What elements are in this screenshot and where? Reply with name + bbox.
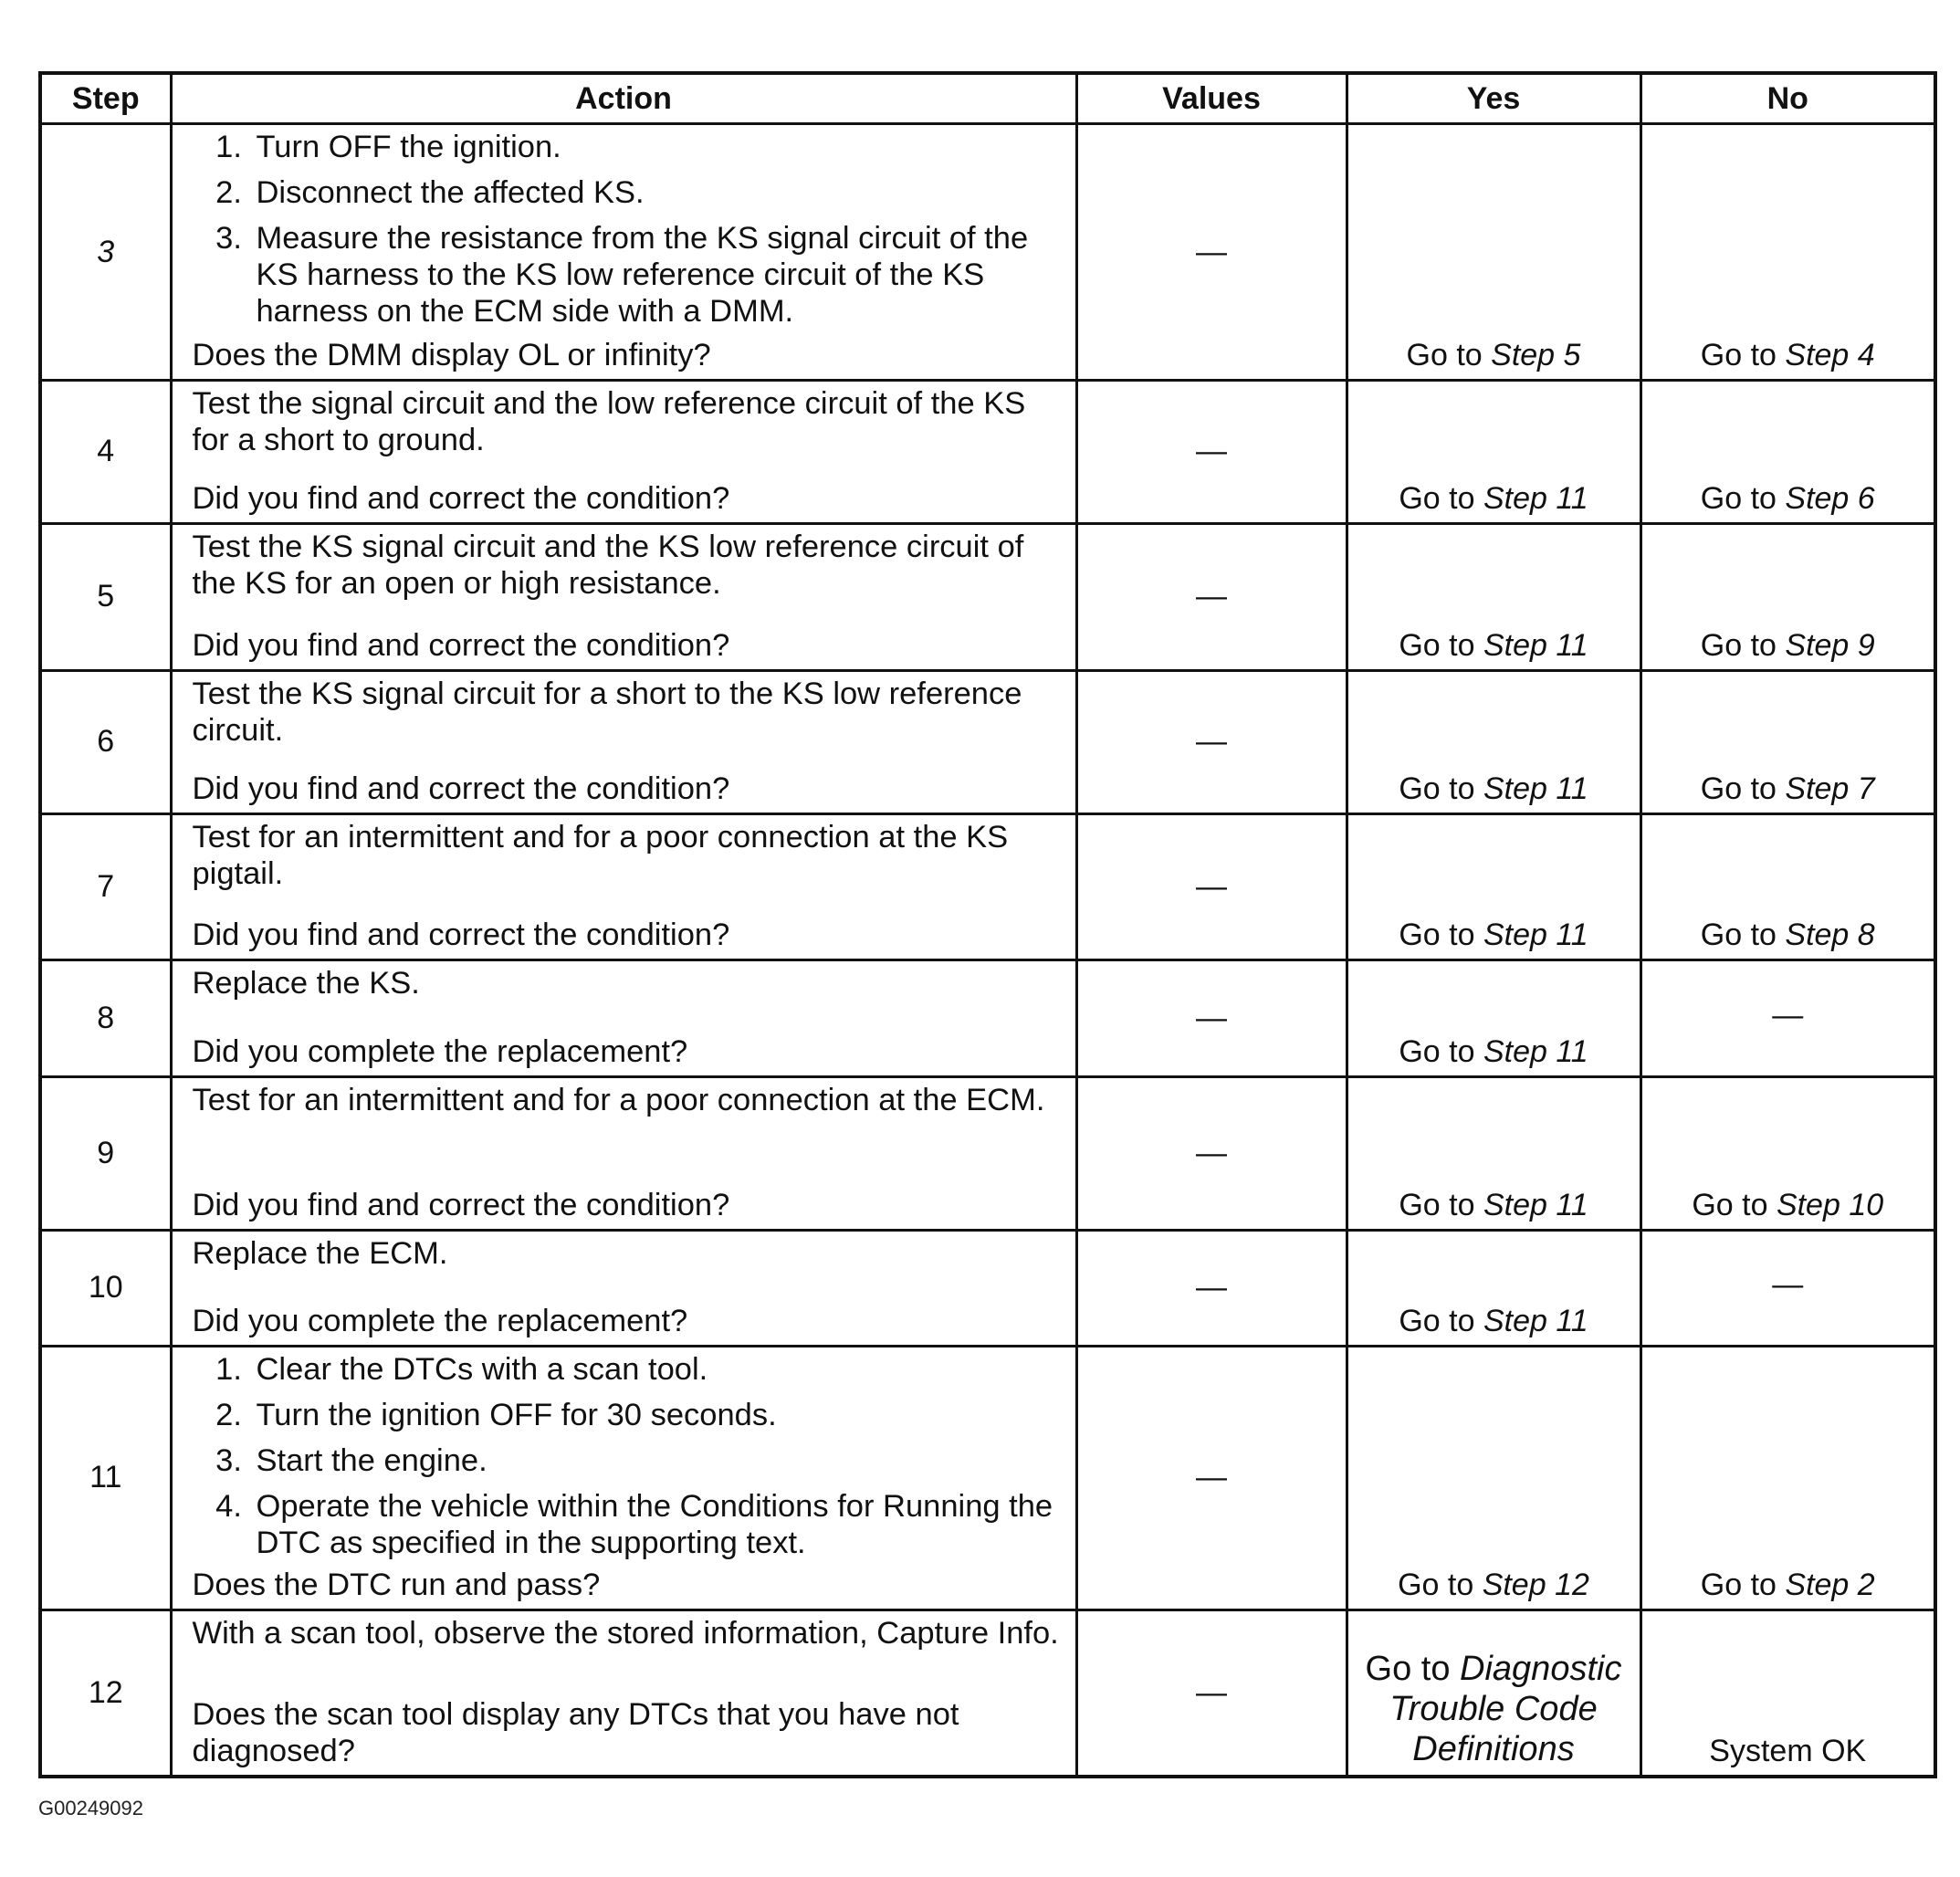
no-prefix: Go to — [1700, 1568, 1786, 1603]
step-number: 12 — [40, 1610, 171, 1777]
yes-cell — [1347, 670, 1640, 813]
values-cell: — — [1076, 1610, 1347, 1777]
no-cell — [1640, 814, 1935, 960]
table-row-step-6 — [40, 670, 1935, 813]
yes-prefix: Go to — [1365, 1650, 1461, 1688]
yes-target-link[interactable]: Step 11 — [1483, 480, 1588, 516]
yes-cell — [1347, 1610, 1640, 1777]
yes-cell — [1347, 960, 1640, 1077]
no-cell — [1640, 124, 1935, 381]
yes-prefix: Go to — [1399, 627, 1483, 663]
action-question: Did you find and correct the condition? — [192, 771, 730, 806]
action-question: Does the scan tool display any DTCs that you have not diagnosed? — [192, 1697, 959, 1768]
yes-prefix: Go to — [1399, 1303, 1483, 1338]
table-row-step-11 — [40, 1346, 1935, 1610]
no-target-link[interactable]: Step 2 — [1785, 1568, 1875, 1603]
table-row-step-10 — [40, 1230, 1935, 1346]
yes-cell — [1347, 814, 1640, 960]
values-cell: — — [1076, 1077, 1347, 1230]
values-cell: — — [1076, 1346, 1347, 1610]
no-cell — [1640, 1077, 1935, 1230]
header-action: Action — [171, 73, 1076, 124]
action-question: Does the DMM display OL or infinity? — [192, 338, 711, 373]
step-number: 6 — [40, 670, 171, 813]
action-list-item: 3. Start the engine. — [251, 1442, 1063, 1479]
table-row-step-8 — [40, 960, 1935, 1077]
action-text: Test the KS signal circuit and the KS low reference circuit of the KS for an open or high resistance. — [192, 529, 1024, 601]
values-cell: — — [1076, 814, 1347, 960]
step-number: 10 — [40, 1230, 171, 1346]
action-list-item: 1. Turn OFF the ignition. — [251, 129, 1063, 165]
yes-cell — [1347, 381, 1640, 523]
header-no: No — [1640, 73, 1935, 124]
action-question: Does the DTC run and pass? — [192, 1568, 601, 1603]
yes-prefix: Go to — [1399, 480, 1483, 516]
action-question: Did you find and correct the condition? — [192, 918, 730, 953]
table-row-step-12 — [40, 1610, 1935, 1777]
no-prefix: Go to — [1700, 338, 1786, 373]
yes-prefix: Go to — [1399, 1034, 1483, 1070]
values-cell: — — [1076, 381, 1347, 523]
no-target-link[interactable]: Step 8 — [1785, 918, 1875, 953]
values-cell: — — [1076, 670, 1347, 813]
yes-cell — [1347, 1230, 1640, 1346]
action-question: Did you complete the replacement? — [192, 1034, 688, 1070]
action-question: Did you find and correct the condition? — [192, 627, 730, 663]
no-prefix: Go to — [1700, 480, 1786, 516]
no-target-link[interactable]: Step 10 — [1776, 1187, 1884, 1222]
yes-cell — [1347, 1346, 1640, 1610]
header-row — [40, 73, 1935, 124]
step-number: 5 — [40, 523, 171, 670]
header-values: Values — [1076, 73, 1347, 124]
action-text: Test for an intermittent and for a poor connection at the KS pigtail. — [192, 820, 1009, 891]
no-cell: — — [1640, 960, 1935, 1077]
figure-id: G00249092 — [38, 1797, 143, 1819]
action-cell — [171, 381, 1076, 523]
table-row-step-4 — [40, 381, 1935, 523]
step-number: 7 — [40, 814, 171, 960]
no-prefix: Go to — [1700, 771, 1786, 806]
action-cell — [171, 670, 1076, 813]
yes-cell — [1347, 523, 1640, 670]
no-prefix: Go to — [1700, 627, 1786, 663]
yes-prefix: Go to — [1399, 771, 1483, 806]
yes-target-link[interactable]: Step 11 — [1483, 1187, 1588, 1222]
no-cell — [1640, 670, 1935, 813]
yes-prefix: Go to — [1399, 1187, 1483, 1222]
diagnostic-table — [38, 71, 1937, 1778]
no-target-link[interactable]: Step 9 — [1785, 627, 1875, 663]
no-prefix: Go to — [1700, 918, 1786, 953]
action-cell — [171, 1230, 1076, 1346]
action-list-item: 1. Clear the DTCs with a scan tool. — [251, 1351, 1063, 1388]
header-yes: Yes — [1347, 73, 1640, 124]
action-list — [193, 129, 1063, 330]
action-list-item: 4. Operate the vehicle within the Conditions for Running the DTC as specified in the supporting text. — [251, 1488, 1063, 1561]
action-question: Did you complete the replacement? — [192, 1303, 688, 1338]
action-cell — [171, 1346, 1076, 1610]
action-list-item: 2. Disconnect the affected KS. — [251, 174, 1063, 211]
yes-prefix: Go to — [1398, 1568, 1483, 1603]
yes-cell — [1347, 124, 1640, 381]
action-cell — [171, 1077, 1076, 1230]
header-step: Step — [40, 73, 171, 124]
action-cell — [171, 523, 1076, 670]
no-target-link[interactable]: Step 6 — [1785, 480, 1875, 516]
no-prefix: Go to — [1692, 1187, 1777, 1222]
table-row-step-9 — [40, 1077, 1935, 1230]
no-cell: — — [1640, 1230, 1935, 1346]
action-text: Replace the KS. — [192, 966, 420, 1001]
table-row-step-3 — [40, 124, 1935, 381]
action-cell — [171, 124, 1076, 381]
no-target-link[interactable]: Step 7 — [1785, 771, 1875, 806]
action-list-item: 3. Measure the resistance from the KS signal circuit of the KS harness to the KS low reference circuit of the KS harness on the ECM side with a DMM. — [251, 220, 1063, 330]
yes-prefix: Go to — [1406, 338, 1492, 373]
no-cell: System OK — [1640, 1610, 1935, 1777]
action-text: With a scan tool, observe the stored information, Capture Info. — [192, 1616, 1059, 1652]
action-cell — [171, 960, 1076, 1077]
action-question: Did you find and correct the condition? — [192, 1187, 730, 1222]
yes-target-link[interactable]: Step 11 — [1483, 1303, 1588, 1338]
step-number: 4 — [40, 381, 171, 523]
no-cell — [1640, 1346, 1935, 1610]
yes-target-link[interactable]: Step 11 — [1483, 1034, 1588, 1070]
step-number: 11 — [40, 1346, 171, 1610]
action-list — [193, 1351, 1063, 1561]
no-cell — [1640, 523, 1935, 670]
no-target-link[interactable]: Step 4 — [1785, 338, 1875, 373]
table-row-step-5 — [40, 523, 1935, 670]
step-number: 9 — [40, 1077, 171, 1230]
values-cell: — — [1076, 523, 1347, 670]
action-text: Test the KS signal circuit for a short to the KS low reference circuit. — [192, 676, 1022, 748]
yes-target-link[interactable]: Diagnostic Trouble Code Definitions — [1389, 1650, 1622, 1768]
yes-target-link[interactable]: Step 12 — [1482, 1568, 1589, 1603]
action-text: Test for an intermittent and for a poor connection at the ECM. — [192, 1083, 1045, 1118]
yes-target-link[interactable]: Step 5 — [1491, 338, 1581, 373]
step-number: 8 — [40, 960, 171, 1077]
yes-prefix: Go to — [1399, 918, 1483, 953]
action-text: Replace the ECM. — [192, 1235, 448, 1271]
yes-cell — [1347, 1077, 1640, 1230]
step-number: 3 — [40, 124, 171, 381]
action-list-item: 2. Turn the ignition OFF for 30 seconds. — [251, 1397, 1063, 1433]
values-cell: — — [1076, 1230, 1347, 1346]
action-text: Test the signal circuit and the low reference circuit of the KS for a short to ground. — [192, 386, 1026, 458]
action-question: Did you find and correct the condition? — [192, 480, 730, 516]
values-cell: — — [1076, 960, 1347, 1077]
action-cell — [171, 1610, 1076, 1777]
values-cell: — — [1076, 124, 1347, 381]
yes-target-link[interactable]: Step 11 — [1483, 627, 1588, 663]
no-cell — [1640, 381, 1935, 523]
yes-target-link[interactable]: Step 11 — [1483, 771, 1588, 806]
yes-target-link[interactable]: Step 11 — [1483, 918, 1588, 953]
action-cell — [171, 814, 1076, 960]
table-row-step-7 — [40, 814, 1935, 960]
